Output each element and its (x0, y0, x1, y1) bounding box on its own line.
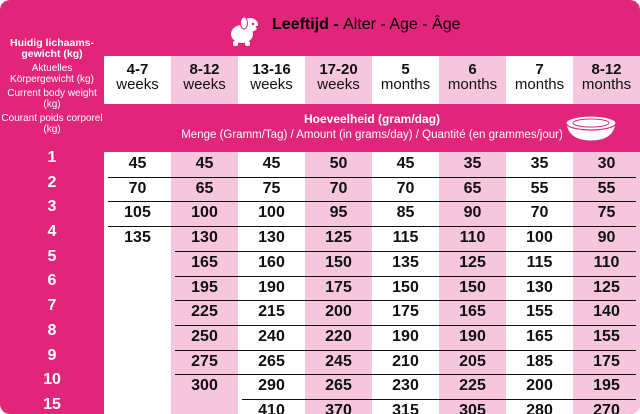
amount-cell: 205 (459, 352, 486, 370)
amount-cell: 215 (258, 303, 285, 321)
age-value: 8-12 (189, 61, 220, 78)
amount-cell: 315 (392, 402, 419, 414)
age-column-header (506, 56, 573, 104)
amount-cell: 165 (526, 327, 553, 345)
age-value: 6 (468, 61, 477, 78)
weight-label: 1 (47, 149, 57, 166)
amount-cell: 115 (526, 253, 553, 271)
amount-cell: 65 (463, 179, 482, 197)
amount-cell: 185 (526, 352, 553, 370)
age-column-header (372, 56, 439, 104)
amount-cell: 55 (597, 179, 616, 197)
age-unit: weeks (250, 76, 293, 93)
amount-cell: 110 (593, 253, 620, 271)
title-nl: Leeftijd (272, 16, 329, 33)
amount-cell: 45 (128, 155, 147, 172)
weight-label: 15 (43, 395, 61, 413)
amount-cell: 305 (459, 402, 486, 414)
page-title (272, 16, 461, 34)
amount-cell: 175 (593, 352, 620, 370)
weight-label: 3 (47, 198, 57, 216)
amount-cell: 195 (593, 377, 620, 395)
amount-cell: 45 (195, 155, 214, 172)
amount-cell: 125 (325, 229, 352, 247)
weight-header-en: Current body weight (kg) (7, 88, 97, 110)
age-unit: weeks (317, 76, 360, 93)
amount-cell: 45 (396, 155, 415, 172)
age-unit: months (514, 76, 565, 93)
weight-labels (0, 146, 104, 414)
amount-cell: 220 (325, 327, 352, 345)
age-unit: months (380, 76, 431, 93)
age-unit: months (447, 76, 498, 93)
amount-subtitle: Menge (Gramm/Tag) / Amount (in grams/day) / Quantité (en grammes/jour) (181, 129, 563, 141)
amount-cell: 250 (191, 327, 218, 345)
amount-cell: 100 (191, 204, 218, 222)
amount-cell: 125 (593, 278, 620, 296)
amount-cell: 275 (191, 352, 218, 370)
amount-cell: 190 (459, 327, 486, 345)
amount-cell: 190 (258, 278, 285, 296)
title-separator: - (417, 16, 433, 33)
amount-cell: 150 (459, 278, 486, 296)
weight-label: 10 (43, 371, 61, 389)
age-value: 13-16 (252, 61, 291, 78)
age-value: 5 (401, 61, 410, 78)
amount-cell: 200 (526, 377, 553, 395)
amount-cell: 265 (258, 352, 285, 370)
title-de: Alter (343, 16, 377, 33)
title-separator: - (328, 16, 344, 33)
age-column-header (573, 56, 640, 104)
weight-header-fr: Courant poids corporel (kg) (1, 113, 103, 135)
amount-cell: 140 (593, 303, 620, 321)
amount-cell: 210 (392, 352, 419, 370)
amount-cell: 95 (329, 204, 348, 222)
amount-cell: 130 (526, 278, 553, 296)
amount-cell: 175 (392, 303, 419, 321)
amount-cell: 165 (191, 253, 218, 271)
amount-cell: 125 (459, 253, 486, 271)
amount-cell: 150 (325, 253, 352, 271)
age-unit: weeks (183, 76, 226, 93)
title-en: Age (389, 16, 418, 33)
amount-cell: 225 (459, 377, 486, 395)
age-column-header (439, 56, 506, 104)
amount-cell: 135 (392, 253, 419, 271)
amount-cell: 75 (597, 204, 616, 222)
amount-cell: 370 (325, 402, 352, 414)
amount-title: Hoeveelheid (gram/dag) (303, 112, 441, 126)
weight-header-nl: Huidig lichaams-gewicht (kg) (9, 37, 94, 60)
amount-cell: 200 (325, 303, 352, 321)
title-separator: - (376, 16, 390, 33)
amount-cell: 160 (258, 253, 285, 271)
amount-cell: 65 (195, 179, 214, 197)
amount-cell: 70 (128, 179, 147, 197)
amount-cell: 100 (526, 229, 553, 247)
age-column-header (305, 56, 372, 104)
amount-cell: 410 (258, 402, 285, 414)
age-column-header (104, 56, 171, 104)
amount-cell: 75 (262, 179, 281, 197)
weight-label: 7 (47, 297, 57, 315)
amount-cell: 135 (124, 229, 151, 247)
age-value: 7 (535, 61, 544, 78)
age-column-header (238, 56, 305, 104)
amount-cell: 110 (459, 229, 486, 247)
age-unit: months (581, 76, 632, 93)
amount-cell: 280 (526, 402, 553, 414)
amount-cell: 190 (392, 327, 419, 345)
age-value: 8-12 (591, 61, 622, 78)
weight-label: 2 (47, 173, 57, 191)
amount-cell: 30 (597, 155, 616, 172)
weight-header-de: Aktuelles Körpergewicht (kg) (10, 63, 94, 85)
age-value: 17-20 (319, 61, 358, 78)
amount-cell: 195 (191, 278, 218, 296)
weight-column-header (0, 38, 104, 135)
amount-cell: 300 (191, 377, 218, 395)
amount-cell: 105 (124, 204, 151, 222)
amount-cell: 155 (526, 303, 553, 321)
feeding-grid (104, 56, 640, 414)
amount-cell: 90 (597, 229, 616, 247)
amount-cell: 265 (325, 377, 352, 395)
age-column-header (171, 56, 238, 104)
food-bowl-icon (564, 113, 618, 143)
amount-cell: 90 (463, 204, 482, 222)
weight-label: 6 (47, 272, 57, 290)
amount-cell: 70 (396, 179, 415, 197)
amount-cell: 240 (258, 327, 285, 345)
amount-cell: 230 (392, 377, 419, 395)
amount-cell: 35 (463, 155, 482, 172)
amount-cell: 175 (325, 278, 352, 296)
amount-cell: 35 (530, 155, 549, 172)
amount-cell: 70 (329, 179, 348, 197)
amount-cell: 150 (392, 278, 419, 296)
amount-cell: 155 (593, 327, 620, 345)
age-unit: weeks (116, 76, 159, 93)
amount-cell: 70 (530, 204, 549, 222)
amount-cell: 45 (262, 155, 281, 172)
amount-cell: 165 (459, 303, 486, 321)
amount-cell: 130 (191, 229, 218, 247)
amount-cell: 130 (258, 229, 285, 247)
puppy-icon (228, 16, 260, 46)
amount-cell: 115 (392, 229, 419, 247)
amount-cell: 55 (530, 179, 549, 197)
weight-label: 5 (47, 247, 57, 265)
amount-cell: 290 (258, 377, 285, 395)
weight-label: 9 (47, 346, 57, 364)
weight-label: 4 (47, 223, 57, 241)
age-value: 4-7 (126, 61, 149, 78)
amount-cell: 100 (258, 204, 285, 222)
title-fr: Âge (432, 16, 461, 33)
amount-cell: 85 (396, 204, 415, 222)
amount-cell: 270 (593, 402, 620, 414)
amount-cell: 225 (191, 303, 218, 321)
amount-cell: 50 (329, 155, 348, 172)
amount-banner (104, 104, 640, 152)
amount-cell: 245 (325, 352, 352, 370)
weight-label: 8 (47, 321, 57, 339)
